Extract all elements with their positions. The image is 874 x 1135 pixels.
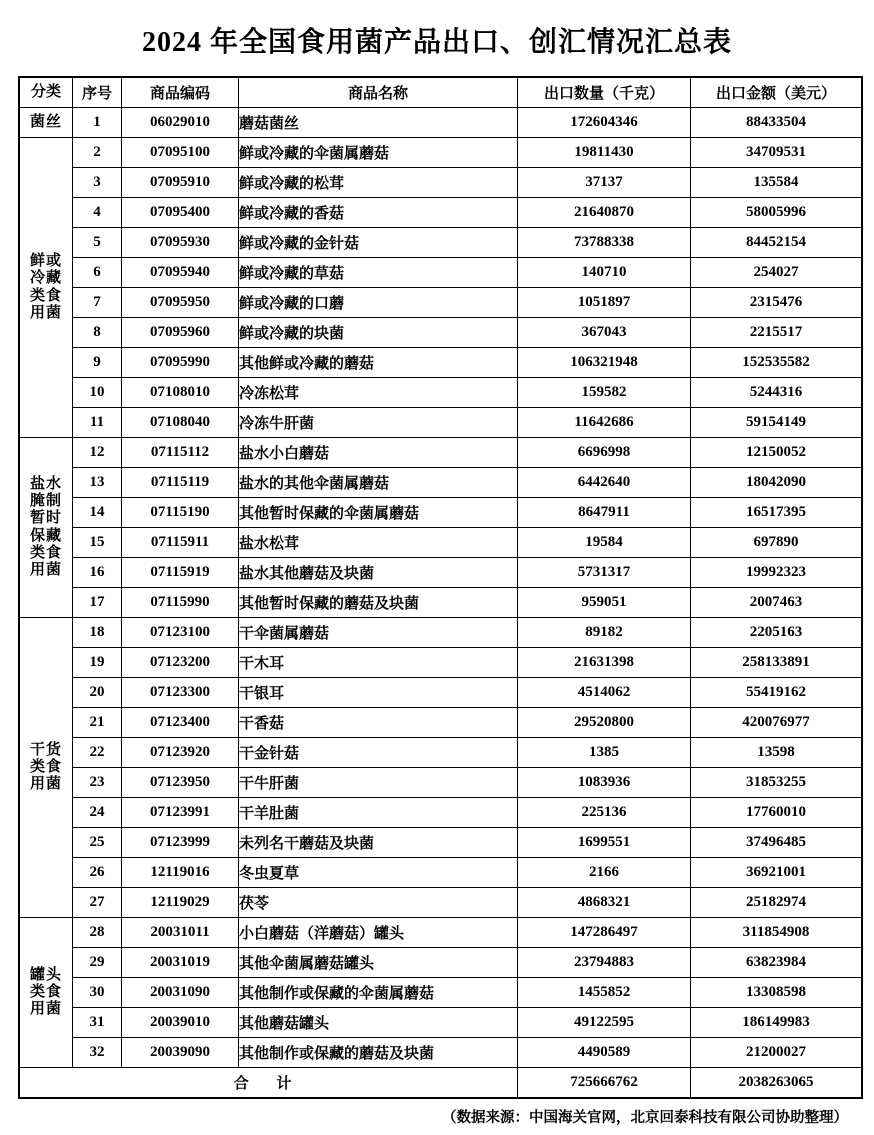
category-label-line: 暂时 [29,510,62,527]
table-body [19,108,862,1099]
amount-cell: 17760010 [691,798,863,828]
table-row [19,378,862,408]
product-code-cell: 07095400 [122,198,239,228]
product-code-cell: 07095940 [122,258,239,288]
column-header-code: 商品编码 [122,77,239,108]
product-code-cell: 07095930 [122,228,239,258]
amount-cell: 697890 [691,528,863,558]
product-code-cell: 20031090 [122,978,239,1008]
index-cell: 3 [73,168,122,198]
product-name-cell: 鲜或冷藏的草菇 [239,258,518,288]
quantity-cell: 159582 [518,378,691,408]
quantity-cell: 959051 [518,588,691,618]
quantity-cell: 6442640 [518,468,691,498]
amount-cell: 420076977 [691,708,863,738]
table-row [19,678,862,708]
table-row [19,828,862,858]
quantity-cell: 4514062 [518,678,691,708]
product-name-cell: 冷冻松茸 [239,378,518,408]
quantity-cell: 6696998 [518,438,691,468]
quantity-cell: 2166 [518,858,691,888]
total-quantity-cell: 725666762 [518,1068,691,1099]
quantity-cell: 23794883 [518,948,691,978]
table-row [19,408,862,438]
quantity-cell: 1083936 [518,768,691,798]
column-header-category: 分类 [19,77,73,108]
index-cell: 29 [73,948,122,978]
category-label-line: 类食 [29,758,62,775]
quantity-cell: 19584 [518,528,691,558]
table-header-row [19,77,862,108]
product-name-cell: 冬虫夏草 [239,858,518,888]
product-code-cell: 07115911 [122,528,239,558]
product-code-cell: 07115119 [122,468,239,498]
quantity-cell: 1455852 [518,978,691,1008]
table-row [19,168,862,198]
product-code-cell: 07123400 [122,708,239,738]
product-code-cell: 07095910 [122,168,239,198]
category-label-line: 用菌 [29,562,62,578]
quantity-cell: 11642686 [518,408,691,438]
category-label-line: 类食 [29,287,62,304]
quantity-cell: 147286497 [518,918,691,948]
table-row [19,1008,862,1038]
table-row [19,348,862,378]
product-name-cell: 蘑菇菌丝 [239,108,518,138]
amount-cell: 59154149 [691,408,863,438]
index-cell: 30 [73,978,122,1008]
table-row [19,468,862,498]
product-code-cell: 07108040 [122,408,239,438]
product-code-cell: 07123200 [122,648,239,678]
index-cell: 5 [73,228,122,258]
table-row [19,228,862,258]
amount-cell: 88433504 [691,108,863,138]
quantity-cell: 106321948 [518,348,691,378]
amount-cell: 25182974 [691,888,863,918]
category-label-line: 干货 [29,741,62,758]
product-name-cell: 干羊肚菌 [239,798,518,828]
amount-cell: 135584 [691,168,863,198]
quantity-cell: 21640870 [518,198,691,228]
category-cell [19,108,73,138]
product-name-cell: 盐水的其他伞菌属蘑菇 [239,468,518,498]
category-label-line: 腌制 [29,493,62,509]
column-header-quantity: 出口数量（千克） [518,77,691,108]
quantity-cell: 1385 [518,738,691,768]
amount-cell: 311854908 [691,918,863,948]
quantity-cell: 89182 [518,618,691,648]
index-cell: 4 [73,198,122,228]
index-cell: 27 [73,888,122,918]
amount-cell: 2007463 [691,588,863,618]
quantity-cell: 1699551 [518,828,691,858]
index-cell: 18 [73,618,122,648]
quantity-cell: 5731317 [518,558,691,588]
table-row [19,618,862,648]
amount-cell: 18042090 [691,468,863,498]
product-name-cell: 干香菇 [239,708,518,738]
category-label-line: 类食 [29,544,62,561]
export-summary-table [18,76,863,1099]
page-title: 2024 年全国食用菌产品出口、创汇情况汇总表 [141,27,732,58]
category-cell [19,138,73,438]
amount-cell: 55419162 [691,678,863,708]
amount-cell: 2215517 [691,318,863,348]
product-code-cell: 20039010 [122,1008,239,1038]
table-row [19,588,862,618]
index-cell: 12 [73,438,122,468]
product-code-cell: 07123991 [122,798,239,828]
amount-cell: 13598 [691,738,863,768]
table-row [19,1038,862,1068]
category-label-line: 保藏 [29,527,62,544]
product-code-cell: 07123100 [122,618,239,648]
table-row [19,858,862,888]
quantity-cell: 37137 [518,168,691,198]
index-cell: 2 [73,138,122,168]
quantity-cell: 140710 [518,258,691,288]
product-name-cell: 干木耳 [239,648,518,678]
amount-cell: 63823984 [691,948,863,978]
amount-cell: 2205163 [691,618,863,648]
table-row [19,138,862,168]
quantity-cell: 29520800 [518,708,691,738]
quantity-cell: 4490589 [518,1038,691,1068]
product-code-cell: 20031019 [122,948,239,978]
table-header [19,77,862,108]
product-name-cell: 鲜或冷藏的块菌 [239,318,518,348]
category-label-line: 盐水 [29,475,62,492]
quantity-cell: 367043 [518,318,691,348]
product-name-cell: 其他制作或保藏的伞菌属蘑菇 [239,978,518,1008]
index-cell: 11 [73,408,122,438]
category-label-line: 类食 [29,983,62,1000]
index-cell: 10 [73,378,122,408]
product-name-cell: 鲜或冷藏的香菇 [239,198,518,228]
product-name-cell: 鲜或冷藏的松茸 [239,168,518,198]
product-code-cell: 07115190 [122,498,239,528]
index-cell: 1 [73,108,122,138]
index-cell: 21 [73,708,122,738]
table-row [19,528,862,558]
quantity-cell: 1051897 [518,288,691,318]
amount-cell: 36921001 [691,858,863,888]
product-code-cell: 07115112 [122,438,239,468]
product-code-cell: 07095950 [122,288,239,318]
column-header-amount: 出口金额（美元） [691,77,863,108]
product-code-cell: 07123300 [122,678,239,708]
index-cell: 23 [73,768,122,798]
index-cell: 16 [73,558,122,588]
product-code-cell: 12119029 [122,888,239,918]
quantity-cell: 172604346 [518,108,691,138]
product-name-cell: 冷冻牛肝菌 [239,408,518,438]
amount-cell: 13308598 [691,978,863,1008]
column-header-index: 序号 [73,77,122,108]
amount-cell: 186149983 [691,1008,863,1038]
quantity-cell: 73788338 [518,228,691,258]
product-code-cell: 07108010 [122,378,239,408]
index-cell: 25 [73,828,122,858]
total-label-cell: 合 计 [19,1068,518,1099]
product-code-cell: 06029010 [122,108,239,138]
category-label-line: 用菌 [29,776,62,793]
index-cell: 7 [73,288,122,318]
product-code-cell: 07123999 [122,828,239,858]
index-cell: 19 [73,648,122,678]
table-row [19,258,862,288]
index-cell: 22 [73,738,122,768]
total-amount-cell: 2038263065 [691,1068,863,1099]
product-code-cell: 20039090 [122,1038,239,1068]
amount-cell: 16517395 [691,498,863,528]
amount-cell: 21200027 [691,1038,863,1068]
index-cell: 32 [73,1038,122,1068]
table-row [19,768,862,798]
product-name-cell: 干伞菌属蘑菇 [239,618,518,648]
product-name-cell: 茯苓 [239,888,518,918]
index-cell: 17 [73,588,122,618]
quantity-cell: 49122595 [518,1008,691,1038]
product-name-cell: 鲜或冷藏的伞菌属蘑菇 [239,138,518,168]
amount-cell: 31853255 [691,768,863,798]
index-cell: 26 [73,858,122,888]
amount-cell: 19992323 [691,558,863,588]
amount-cell: 58005996 [691,198,863,228]
table-row [19,888,862,918]
table-row [19,648,862,678]
product-name-cell: 盐水小白蘑菇 [239,438,518,468]
table-row [19,438,862,468]
category-label-line: 用菌 [29,304,62,321]
index-cell: 28 [73,918,122,948]
product-name-cell: 其他暂时保藏的伞菌属蘑菇 [239,498,518,528]
category-label-line: 用菌 [29,1001,62,1018]
product-code-cell: 07123950 [122,768,239,798]
category-label-line: 菌丝 [29,113,62,130]
category-cell [19,438,73,618]
category-cell [19,918,73,1068]
product-name-cell: 鲜或冷藏的口蘑 [239,288,518,318]
amount-cell: 12150052 [691,438,863,468]
source-note: （数据来源：中国海关官网，北京回泰科技有限公司协助整理） [442,1110,848,1126]
index-cell: 13 [73,468,122,498]
product-code-cell: 12119016 [122,858,239,888]
total-row [19,1068,862,1099]
amount-cell: 5244316 [691,378,863,408]
column-header-product-name: 商品名称 [239,77,518,108]
product-name-cell: 其他伞菌属蘑菇罐头 [239,948,518,978]
product-name-cell: 小白蘑菇（洋蘑菇）罐头 [239,918,518,948]
product-name-cell: 其他蘑菇罐头 [239,1008,518,1038]
table-row [19,288,862,318]
product-code-cell: 07095100 [122,138,239,168]
quantity-cell: 21631398 [518,648,691,678]
index-cell: 15 [73,528,122,558]
table-row [19,108,862,138]
table-row [19,948,862,978]
index-cell: 14 [73,498,122,528]
table-row [19,798,862,828]
table-row [19,498,862,528]
product-name-cell: 干银耳 [239,678,518,708]
product-code-cell: 07123920 [122,738,239,768]
table-row [19,198,862,228]
quantity-cell: 225136 [518,798,691,828]
index-cell: 24 [73,798,122,828]
product-name-cell: 其他鲜或冷藏的蘑菇 [239,348,518,378]
table-row [19,738,862,768]
product-name-cell: 干金针菇 [239,738,518,768]
index-cell: 20 [73,678,122,708]
quantity-cell: 19811430 [518,138,691,168]
amount-cell: 254027 [691,258,863,288]
product-name-cell: 干牛肝菌 [239,768,518,798]
amount-cell: 37496485 [691,828,863,858]
product-code-cell: 07115990 [122,588,239,618]
product-name-cell: 其他暂时保藏的蘑菇及块菌 [239,588,518,618]
amount-cell: 258133891 [691,648,863,678]
table-row [19,558,862,588]
product-code-cell: 07095990 [122,348,239,378]
product-code-cell: 07115919 [122,558,239,588]
product-name-cell: 鲜或冷藏的金针菇 [239,228,518,258]
table-row [19,978,862,1008]
product-name-cell: 盐水松茸 [239,528,518,558]
category-label-line: 罐头 [29,966,62,983]
product-name-cell: 盐水其他蘑菇及块菌 [239,558,518,588]
product-name-cell: 未列名干蘑菇及块菌 [239,828,518,858]
table-row [19,918,862,948]
product-code-cell: 07095960 [122,318,239,348]
amount-cell: 152535582 [691,348,863,378]
category-cell [19,618,73,918]
table-row [19,318,862,348]
amount-cell: 34709531 [691,138,863,168]
product-code-cell: 20031011 [122,918,239,948]
index-cell: 8 [73,318,122,348]
table-row [19,708,862,738]
quantity-cell: 8647911 [518,498,691,528]
category-label-line: 冷藏 [29,270,62,287]
amount-cell: 2315476 [691,288,863,318]
index-cell: 9 [73,348,122,378]
quantity-cell: 4868321 [518,888,691,918]
product-name-cell: 其他制作或保藏的蘑菇及块菌 [239,1038,518,1068]
category-label-line: 鲜或 [29,253,62,269]
amount-cell: 84452154 [691,228,863,258]
index-cell: 31 [73,1008,122,1038]
index-cell: 6 [73,258,122,288]
